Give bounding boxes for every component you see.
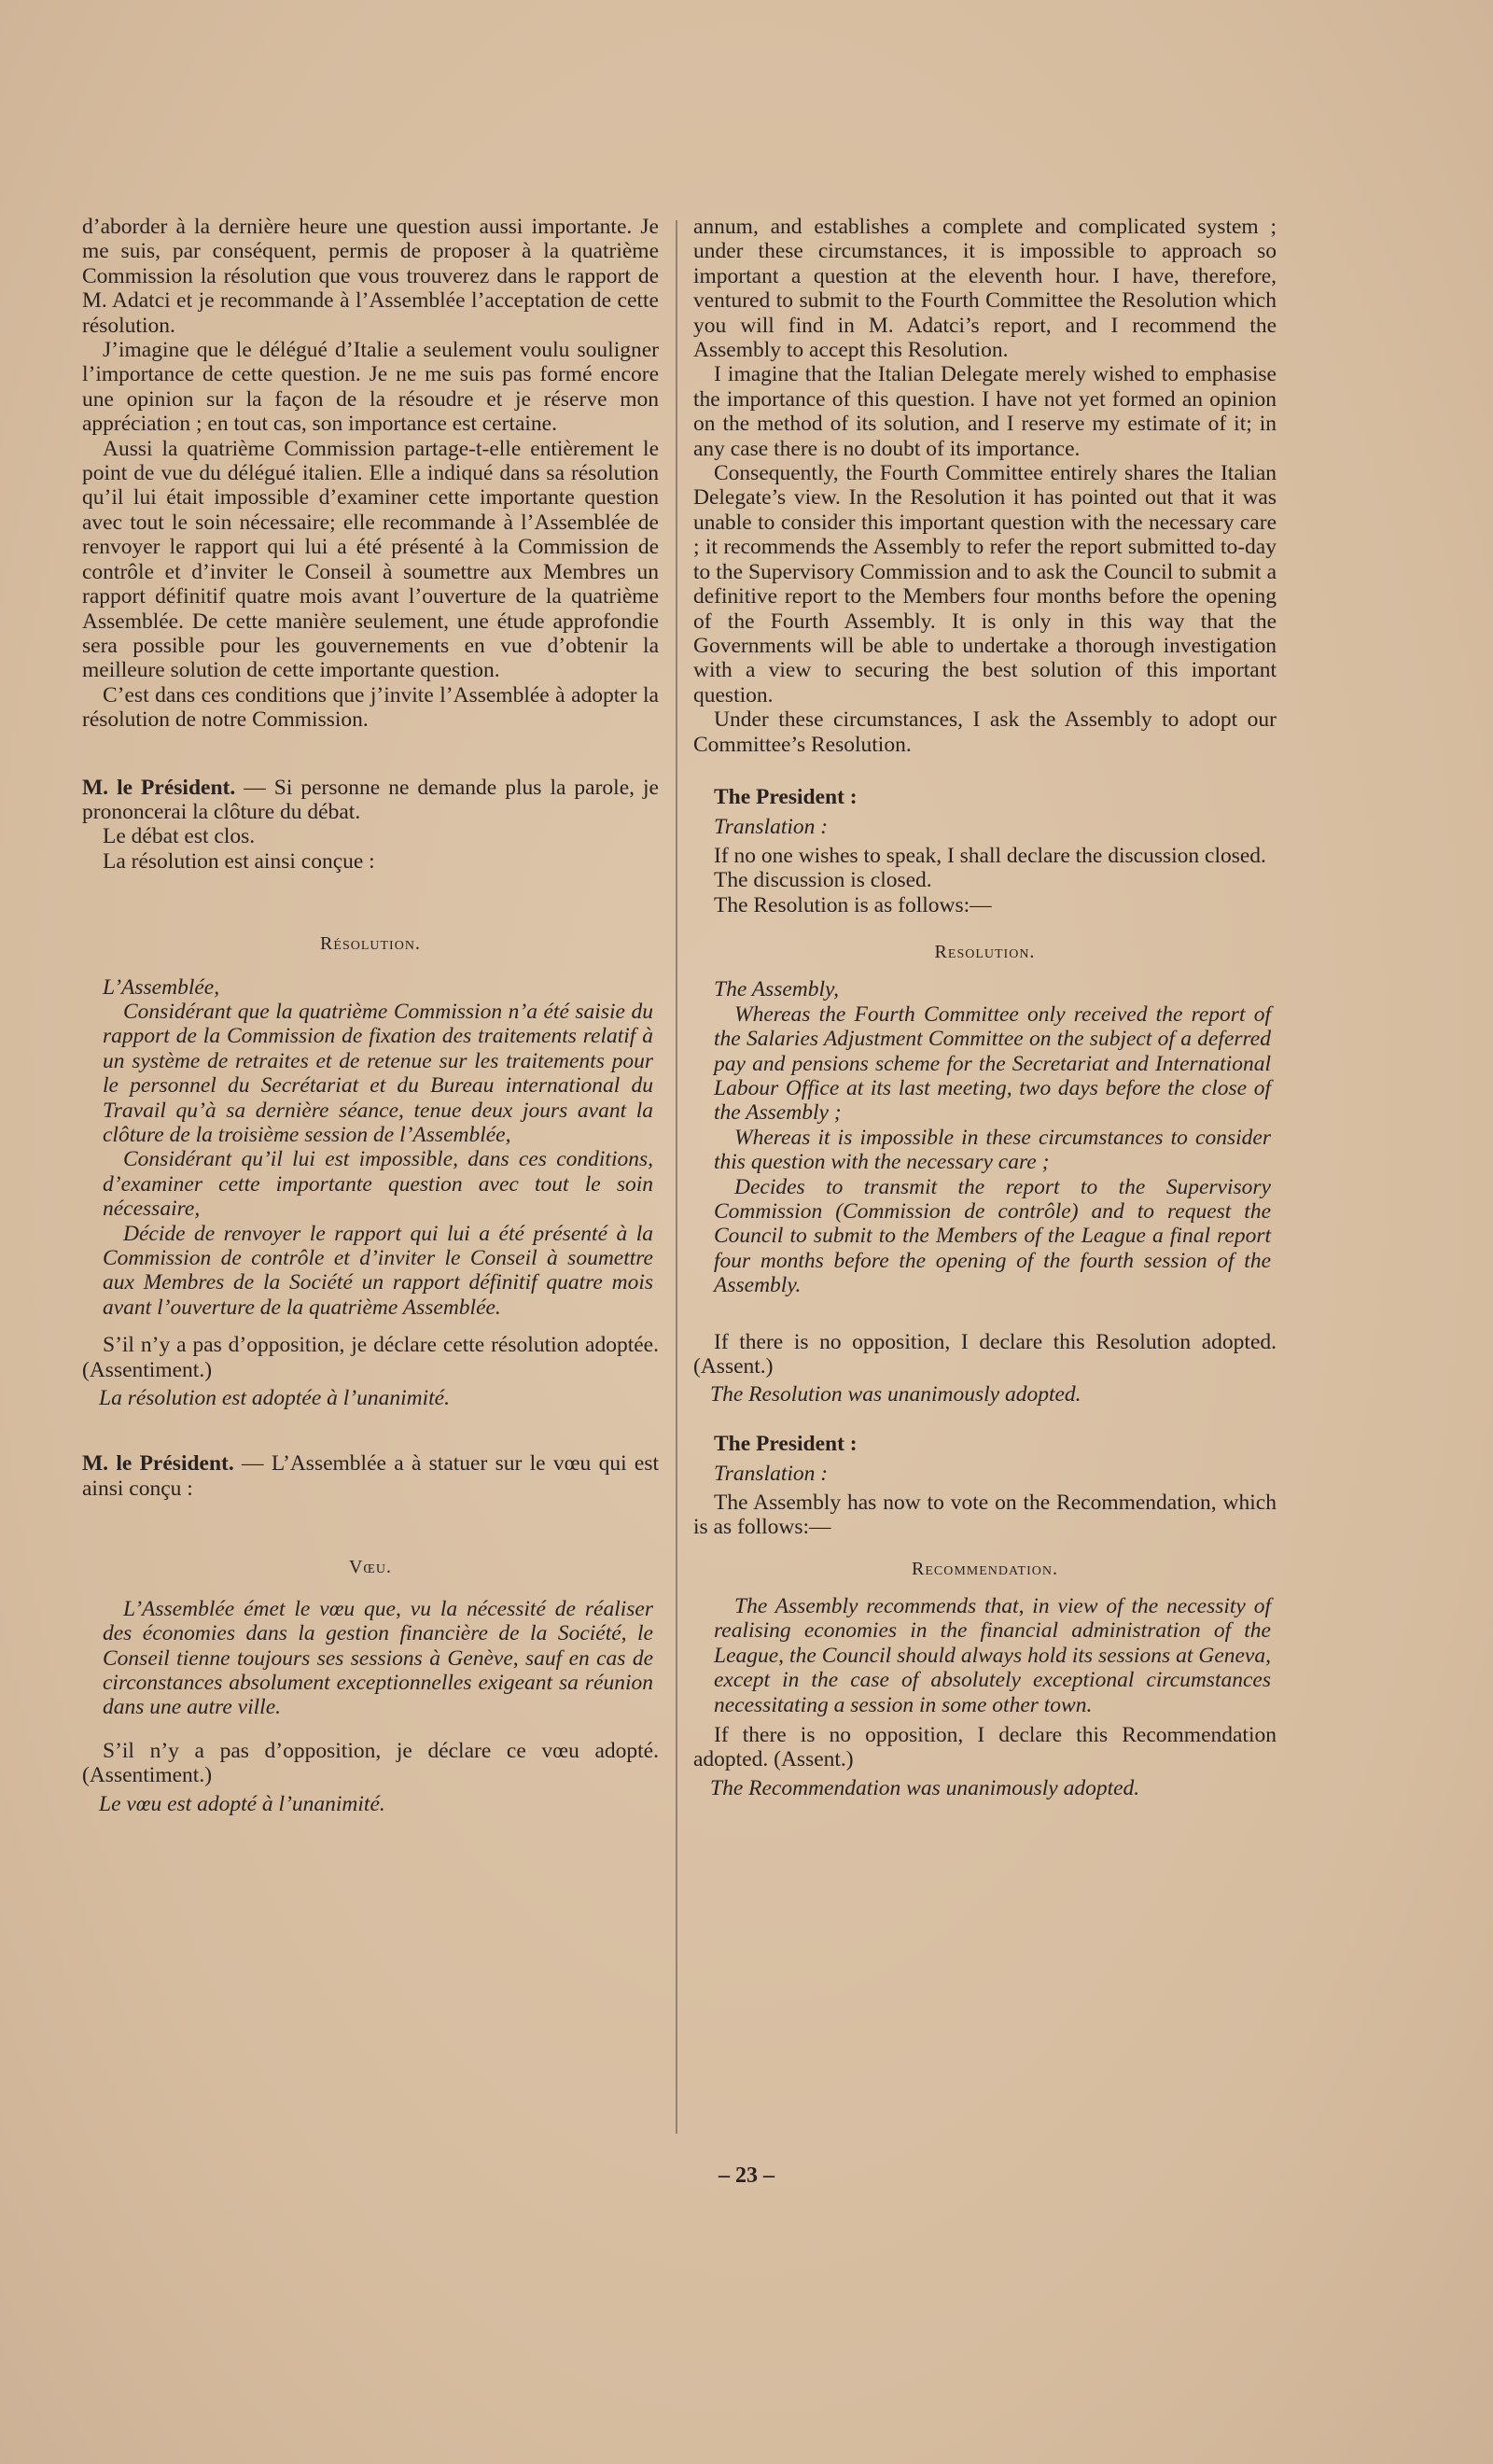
page-number: – 23 – [719, 2163, 774, 2188]
paragraph: The Assembly has now to vote on the Recommendation, which is as follows:— [693, 1490, 1277, 1540]
resolution-line: Considérant qu’il lui est impossible, dans ces conditions, d’examiner cette importante question avec tout le soin nécessaire, [103, 1147, 653, 1222]
resolution-line: Décide de renvoyer le rapport qui lui a été présenté à la Commission de contrôle et d’inviter le Conseil à soumettre aux Membres de la Société un rapport définitif quatre mois avant l’ouverture de la quatrième Assemblée. [103, 1221, 653, 1320]
paragraph: If there is no opposition, I declare this Resolution adopted. (Assent.) [693, 1329, 1277, 1379]
paragraph: Le débat est clos. [103, 824, 256, 849]
voeu-text-block [103, 1597, 653, 1720]
column-divider [676, 220, 677, 2134]
resolution-heading: Résolution. [320, 933, 421, 955]
speaker-label: The President : [714, 784, 858, 809]
translation-label: Translation : [714, 815, 829, 840]
resolution-line: The Assembly, [714, 977, 840, 1002]
paragraph: annum, and establishes a complete and complicated system ; under these circumstances, it is impossible to approach so important a question at the eleventh hour. I have, therefore, ventured to submit to the Fourth Committee the Resolution which you will find in M. Adatci’s report, and I recommend the Assembly to accept this Resolution. [693, 215, 1277, 363]
translation-label: Translation : [714, 1462, 829, 1487]
paragraph: La résolution est ainsi conçue : [103, 848, 375, 874]
paragraph: Aussi la quatrième Commission partage-t-elle entièrement le point de vue du délégué italien. Elle a indiqué dans sa résolution qu’il lui était impossible d’examiner cette importante question avec tout le soin nécessaire; elle recommande à l’Assemblée de renvoyer le rapport qui lui a été présenté à la Commission de contrôle et d’inviter le Conseil à soumettre aux Membres un rapport définitif quatre mois avant l’ouverture de la quatrième Assemblée. De cette manière seulement, une étude approfondie sera possible pour les gouvernements en vue d’obtenir la meilleure solution de cette importante question. [82, 436, 659, 683]
resolution-text [103, 975, 653, 1321]
speaker-label: The President : [714, 1431, 858, 1456]
resolution-line: Decides to transmit the report to the Supervisory Commission (Commission de contrôle) and to request the Council to submit to the Members of the League a final report four months before the opening of the fourth session of the Assembly. [714, 1174, 1271, 1298]
speaker-name [693, 785, 1277, 809]
paragraph: Under these circumstances, I ask the Assembly to adopt our Committee’s Resolution. [693, 707, 1277, 757]
paragraph: C’est dans ces conditions que j’invite l’Assemblée à adopter la résolution de notre Commission. [82, 682, 659, 733]
paragraph: d’aborder à la dernière heure une question aussi importante. Je me suis, par conséquent, permis de proposer à la quatrième Commission la résolution que vous trouverez dans le rapport de M. Adatci et je recommande à l’Assemblée l’acceptation de cette résolution. [82, 215, 659, 338]
recommendation-text-block [714, 1594, 1271, 1717]
paragraph: Consequently, the Fourth Committee entirely shares the Italian Delegate’s view. In the Resolution it has pointed out that it was unable to consider this important question with the necessary care ; it recommends the Assembly to refer the report submitted to-day to the Supervisory Commission and to ask the Council to submit a definitive report to the Members four months before the opening of the Fourth Assembly. It is only in this way that the Governments will be able to undertake a thorough investigation with a view to securing the best solution of this important question. [693, 461, 1277, 707]
paragraph: S’il n’y a pas d’opposition, je déclare ce vœu adopté. (Assentiment.) [82, 1738, 659, 1788]
speaker-text: — Si personne ne demande plus la parole, je prononcerai la clôture du débat. [82, 775, 659, 824]
adopted-note: The Resolution was unanimously adopted. [710, 1382, 1081, 1407]
recommendation-heading: Recommendation. [911, 1558, 1058, 1579]
resolution-heading: Resolution. [934, 941, 1036, 962]
speaker-name: M. le Président. [82, 775, 236, 800]
paragraph: The Resolution is as follows:— [714, 892, 992, 917]
speaker-name: M. le Président. [82, 1451, 234, 1477]
adopted-note: La résolution est adoptée à l’unanimité. [99, 1386, 450, 1411]
french-column [82, 215, 659, 1816]
voeu-heading: Vœu. [348, 1557, 392, 1578]
resolution-line: L’Assemblée, [103, 974, 220, 1000]
adopted-note: The Recommendation was unanimously adopted. [710, 1775, 1140, 1800]
resolution-line: Considérant que la quatrième Commission n’a été saisie du rapport de la Commission de fixation des traitements relatif à un système de retraites et de retenue sur les traitements pour le personnel du Secrétariat et du Bureau international du Travail qu’à sa dernière séance, tenue deux jours avant la clôture de la troisième session de l’Assemblée, [103, 999, 653, 1147]
adopted-note: Le vœu est adopté à l’unanimité. [99, 1791, 385, 1816]
paragraph: If no one wishes to speak, I shall declare the discussion closed. [714, 843, 1266, 868]
resolution-line: Whereas it is impossible in these circumstances to consider this question with the necessary care ; [714, 1125, 1271, 1175]
recommendation-text: The Assembly recommends that, in view of the necessity of realising economies in the financial administration of the League, the Council should always hold its sessions at Geneva, except in the case of absolutely exceptional circumstances necessitating a session in some other town. [714, 1593, 1271, 1717]
resolution-text [714, 977, 1271, 1297]
paragraph: I imagine that the Italian Delegate merely wished to emphasise the importance of this question. I have not yet formed an opinion on the method of its solution, and I reserve my estimate of it; in any case there is no doubt of its importance. [693, 362, 1277, 461]
speaker-paragraph [82, 1451, 659, 1501]
paragraph: S’il n’y a pas d’opposition, je déclare cette résolution adoptée. (Assentiment.) [82, 1333, 659, 1382]
english-column [693, 215, 1277, 1800]
resolution-line: Whereas the Fourth Committee only received the report of the Salaries Adjustment Committee on the subject of a deferred pay and pensions scheme for the Secretariat and International Labour Office at its last meeting, two days before the close of the Assembly ; [714, 1001, 1271, 1126]
paragraph: If there is no opposition, I declare this Recommendation adopted. (Assent.) [693, 1722, 1277, 1772]
speaker-text: — L’Assemblée a à statuer sur le vœu qui est ainsi conçu : [82, 1451, 659, 1501]
speaker-paragraph [82, 776, 659, 825]
speaker-name [693, 1432, 1277, 1456]
paragraph: J’imagine que le délégué d’Italie a seulement voulu souligner l’importance de cette question. Je ne me suis pas formé encore une opinion sur la façon de la résoudre et je réserve mon appréciation ; en tout cas, son importance est certaine. [82, 338, 659, 437]
paragraph: The discussion is closed. [714, 868, 932, 893]
voeu-text: L’Assemblée émet le vœu que, vu la nécessité de réaliser des économies dans la gestion financière de la Société, le Conseil tienne toujours ses sessions à Genève, sauf en cas de circonstances absolument exceptionnelles exigeant sa réunion dans une autre ville. [103, 1596, 653, 1720]
